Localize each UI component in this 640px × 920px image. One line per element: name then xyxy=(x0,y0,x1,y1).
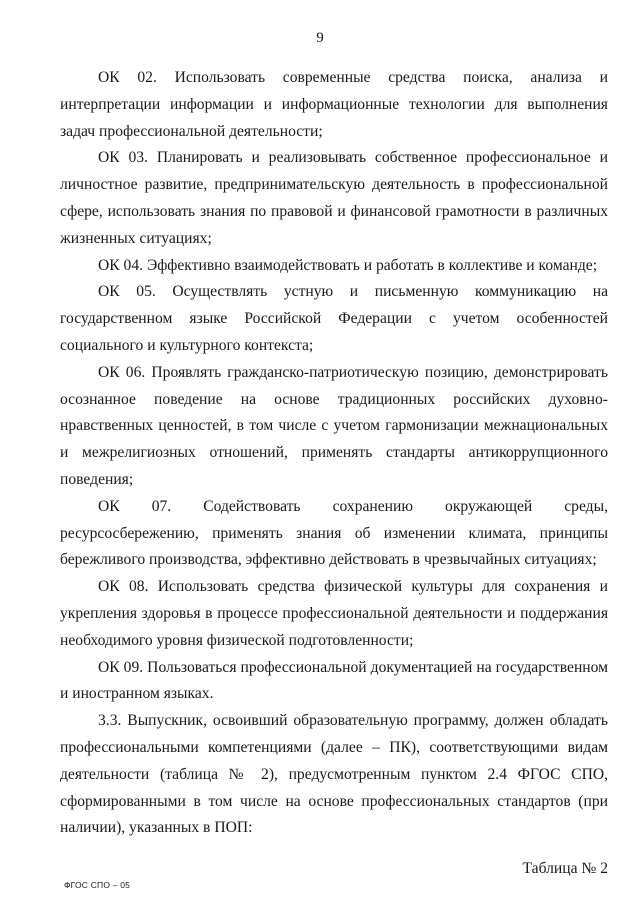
paragraph-ok-08: ОК 08. Использовать средства физической культуры для сохранения и укрепления здоровья в процессе профессиональной деятельности и поддержания необходимого уровня физической подготовленности; xyxy=(60,578,608,649)
table-caption: Таблица № 2 xyxy=(522,860,608,878)
paragraph-ok-03: ОК 03. Планировать и реализовывать собственное профессиональное и личностное развитие, предпринимательскую деятельность в профессиональной сфере, использовать знания по правовой и финансовой грамотности в различных жизненных ситуациях; xyxy=(60,149,608,247)
page-number: 9 xyxy=(316,30,324,46)
paragraph-3-3: 3.3. Выпускник, освоивший образовательную программу, должен обладать профессиональными компетенциями (далее – ПК), соответствующими видам деятельности (таблица № 2), предусмотренным пунктом 2.4 ФГОС СПО, сформированными в том числе на основе профессиональных стандартов (при наличии), указанных в ПОП: xyxy=(60,712,608,837)
footer-label: ФГОС СПО – 05 xyxy=(64,880,131,890)
paragraph-ok-07: ОК 07. Содействовать сохранению окружающей среды, ресурсосбережению, применять знания об изменении климата, принципы бережливого производства, эффективно действовать в чрезвычайных ситуациях; xyxy=(60,497,608,569)
paragraph-ok-09: ОК 09. Пользоваться профессиональной документацией на государственном и иностранном языках. xyxy=(60,658,608,703)
document-body xyxy=(60,65,608,883)
paragraph-ok-04: ОК 04. Эффективно взаимодействовать и работать в коллективе и команде; xyxy=(98,256,598,274)
paragraph-ok-02: ОК 02. Использовать современные средства поиска, анализа и интерпретации информации и информационные технологии для выполнения задач профессиональной деятельности; xyxy=(60,69,608,140)
paragraph-ok-05: ОК 05. Осуществлять устную и письменную коммуникацию на государственном языке Российской Федерации с учетом особенностей социального и культурного контекста; xyxy=(60,283,608,354)
paragraph-ok-06: ОК 06. Проявлять гражданско-патриотическую позицию, демонстрировать осознанное поведение на основе традиционных российских духовно-нравственных ценностей, в том числе с учетом гармонизации межнациональных и межрелигиозных отношений, применять стандарты антикоррупционного поведения; xyxy=(60,363,608,488)
